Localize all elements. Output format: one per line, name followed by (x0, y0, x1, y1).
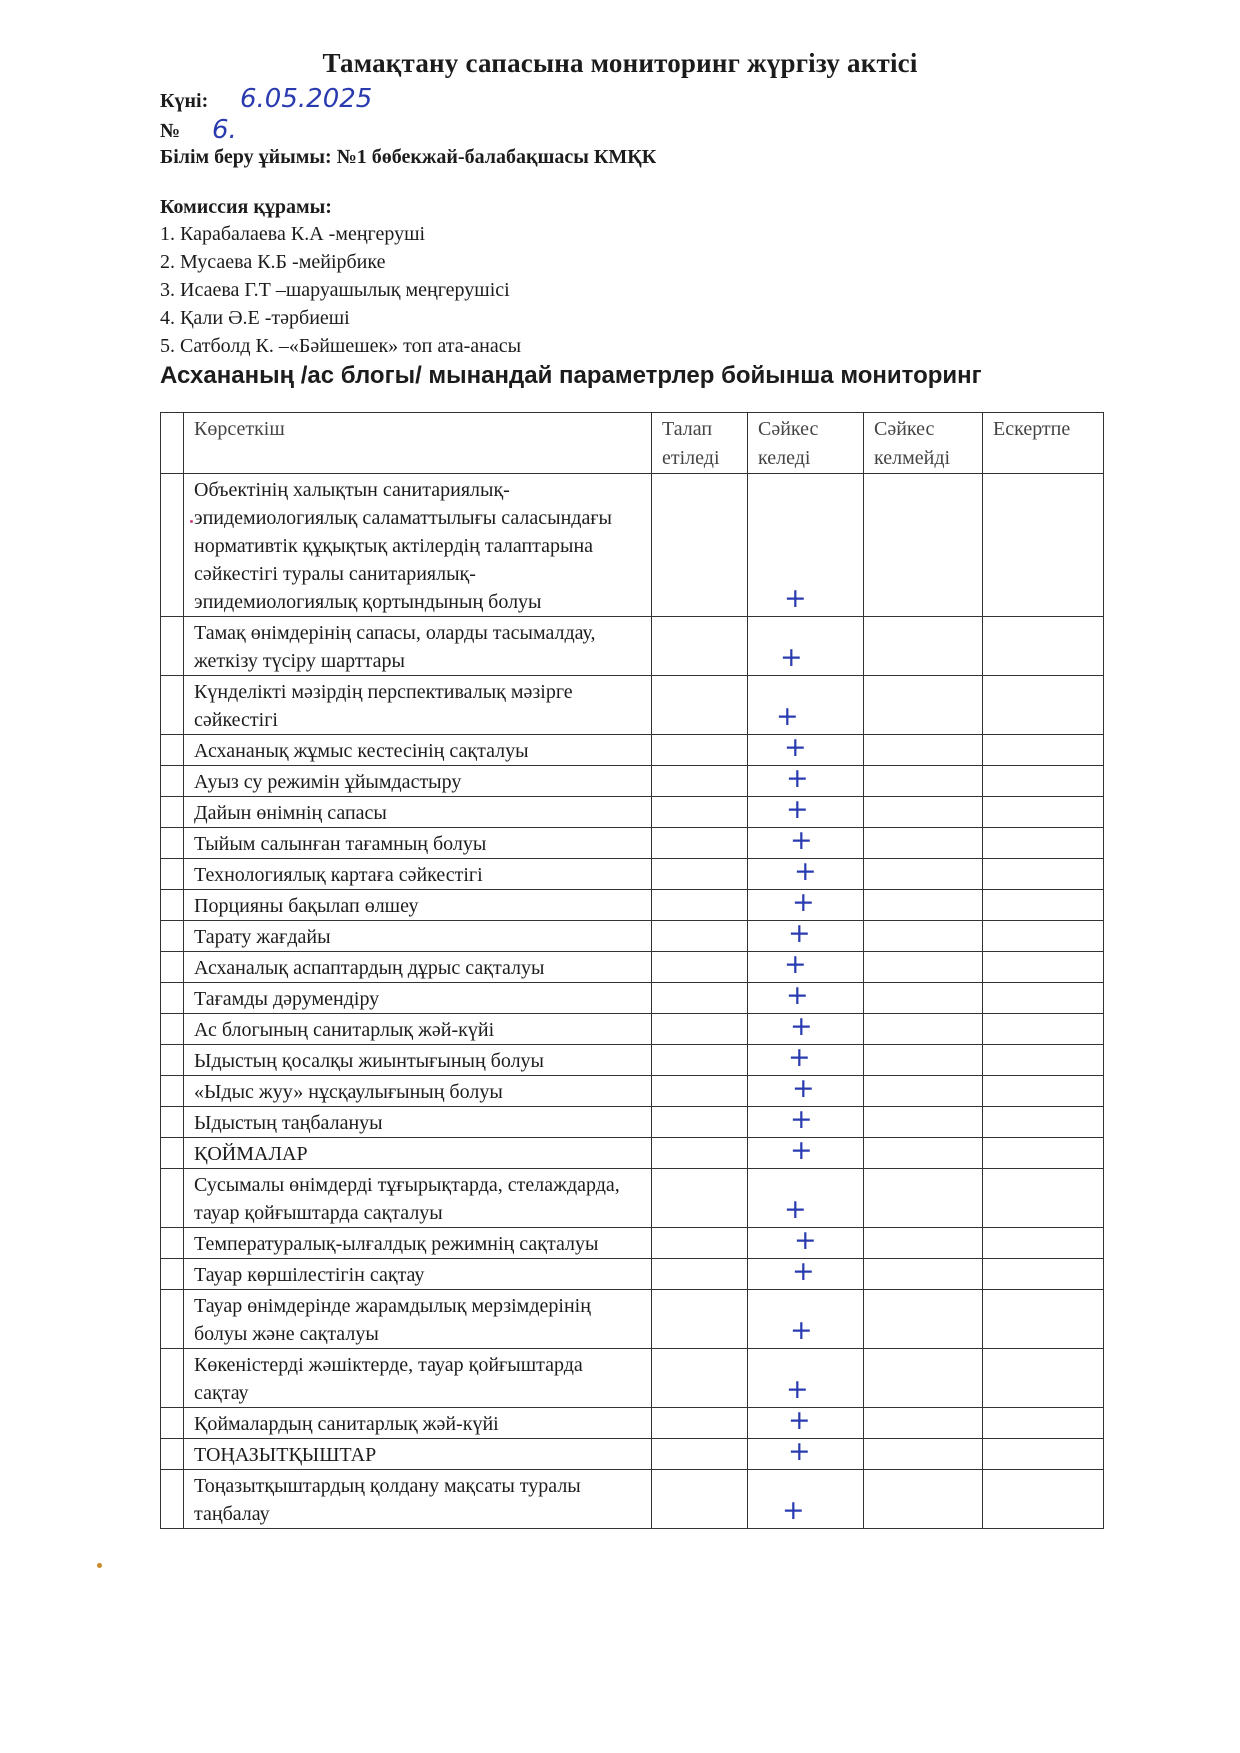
table-row (161, 828, 1104, 859)
note-cell (983, 1439, 1104, 1470)
commission-member: 5. Сатболд К. –«Бәйшешек» топ ата-анасы (160, 335, 522, 357)
note-cell (983, 1045, 1104, 1076)
note-cell (983, 1014, 1104, 1045)
complies-cell (748, 794, 864, 828)
complies-mark: + (786, 763, 809, 794)
note-cell (983, 1076, 1104, 1107)
not-complies-cell (864, 1349, 983, 1408)
indicator-cell: Тарату жағдайы (184, 921, 652, 952)
complies-mark: + (790, 825, 813, 856)
complies-mark: + (788, 918, 811, 949)
indicator-cell: Қоймалардың санитарлық жәй-күйі (184, 1408, 652, 1439)
not-complies-cell (864, 1228, 983, 1259)
row-index-cell (161, 983, 184, 1014)
document-title: Тамақтану сапасына мониторинг жүргізу актісі (322, 48, 918, 78)
required-cell (652, 1470, 748, 1529)
not-complies-cell (864, 797, 983, 828)
not-complies-cell (864, 828, 983, 859)
note-cell (983, 735, 1104, 766)
complies-mark: + (786, 794, 809, 825)
indicator-cell: Тауар көршілестігін сақтау (184, 1259, 652, 1290)
row-index-cell (161, 766, 184, 797)
required-cell (652, 1076, 748, 1107)
complies-mark: + (786, 1374, 809, 1405)
commission-member: 1. Карабалаева К.А -меңгеруші (160, 223, 426, 245)
row-index-cell (161, 921, 184, 952)
complies-mark: + (792, 1256, 815, 1287)
complies-mark: + (790, 1011, 813, 1042)
row-index-cell (161, 1439, 184, 1470)
row-index-cell (161, 1349, 184, 1408)
stray-dot (190, 520, 193, 523)
date-value: 6.05.2025 (240, 84, 373, 114)
indicator-cell: Күнделікті мәзірдің перспективалық мәзірге сәйкестігі (184, 676, 652, 735)
not-complies-cell (864, 952, 983, 983)
row-index-cell (161, 1045, 184, 1076)
indicator-cell: Тағамды дәрумендіру (184, 983, 652, 1014)
complies-cell (748, 980, 864, 1014)
table-header-row (161, 413, 1104, 474)
complies-cell (748, 1104, 864, 1138)
complies-cell (748, 1405, 864, 1439)
note-cell (983, 1470, 1104, 1529)
complies-cell (748, 949, 864, 983)
indicator-cell: Объектінің халықтын санитариялық-эпидемиологиялық саламаттылығы саласындағы нормативтік құқықтық актілердің талаптарына сәйкестігі туралы санитариялық- эпидемиологиялық қортындының болуы (184, 474, 652, 617)
complies-mark: + (776, 701, 799, 732)
required-cell (652, 1138, 748, 1169)
required-cell (652, 1349, 748, 1408)
not-complies-cell (864, 1014, 983, 1045)
required-cell (652, 474, 748, 617)
not-complies-cell (864, 983, 983, 1014)
table-row (161, 1349, 1104, 1408)
header-note: Ескертпе (983, 413, 1104, 474)
table-row (161, 859, 1104, 890)
required-cell (652, 617, 748, 676)
table-row (161, 1259, 1104, 1290)
complies-mark: + (780, 642, 803, 673)
complies-cell (748, 825, 864, 859)
row-index-cell (161, 1408, 184, 1439)
complies-mark: + (782, 1495, 805, 1526)
complies-cell (748, 1225, 864, 1259)
complies-mark: + (792, 1073, 815, 1104)
complies-cell (748, 1042, 864, 1076)
not-complies-cell (864, 1290, 983, 1349)
required-cell (652, 1045, 748, 1076)
number-label: № (160, 120, 181, 142)
complies-cell (748, 1256, 864, 1290)
complies-mark: + (784, 1194, 807, 1225)
row-index-cell (161, 1138, 184, 1169)
note-cell (983, 1290, 1104, 1349)
table-row (161, 1014, 1104, 1045)
note-cell (983, 676, 1104, 735)
row-index-cell (161, 1169, 184, 1228)
table-row (161, 474, 1104, 617)
table-row (161, 1138, 1104, 1169)
complies-mark: + (790, 1315, 813, 1346)
organization-line: Білім беру ұйымы: №1 бөбекжай-балабақшасы КМҚК (160, 146, 657, 168)
complies-cell (748, 856, 864, 890)
required-cell (652, 828, 748, 859)
not-complies-cell (864, 1138, 983, 1169)
not-complies-cell (864, 735, 983, 766)
header-complies: Сәйкес келеді (748, 413, 864, 474)
required-cell (652, 676, 748, 735)
row-index-cell (161, 890, 184, 921)
complies-mark: + (790, 1104, 813, 1135)
required-cell (652, 921, 748, 952)
row-index-cell (161, 797, 184, 828)
table-row (161, 890, 1104, 921)
table-row (161, 735, 1104, 766)
not-complies-cell (864, 1408, 983, 1439)
complies-cell (748, 1169, 864, 1228)
row-index-cell (161, 1470, 184, 1529)
complies-mark: + (790, 1135, 813, 1166)
indicator-cell: Тауар өнімдерінде жарамдылық мерзімдерінің болуы және сақталуы (184, 1290, 652, 1349)
required-cell (652, 735, 748, 766)
complies-mark: + (794, 1225, 817, 1256)
table-row (161, 766, 1104, 797)
complies-mark: + (784, 583, 807, 614)
table-row (161, 1169, 1104, 1228)
note-cell (983, 890, 1104, 921)
required-cell (652, 766, 748, 797)
complies-cell (748, 732, 864, 766)
not-complies-cell (864, 1259, 983, 1290)
indicator-cell: Көкеністерді жәшіктерде, тауар қойғыштарда сақтау (184, 1349, 652, 1408)
required-cell (652, 859, 748, 890)
indicator-cell: Порцияны бақылап өлшеу (184, 890, 652, 921)
complies-mark: + (788, 1436, 811, 1467)
complies-mark: + (794, 856, 817, 887)
note-cell (983, 766, 1104, 797)
note-cell (983, 1349, 1104, 1408)
header-not-complies: Сәйкес келмейді (864, 413, 983, 474)
row-index-cell (161, 859, 184, 890)
complies-cell (748, 918, 864, 952)
row-index-cell (161, 1228, 184, 1259)
indicator-cell: Ыдыстың қосалқы жиынтығының болуы (184, 1045, 652, 1076)
indicator-cell: Ауыз су режимін ұйымдастыру (184, 766, 652, 797)
row-index-cell (161, 1076, 184, 1107)
indicator-cell: Асхананық жұмыс кестесінің сақталуы (184, 735, 652, 766)
header-index (161, 413, 184, 474)
required-cell (652, 1169, 748, 1228)
number-value: 6. (212, 115, 237, 145)
table-row (161, 1408, 1104, 1439)
note-cell (983, 1138, 1104, 1169)
required-cell (652, 1408, 748, 1439)
note-cell (983, 921, 1104, 952)
not-complies-cell (864, 676, 983, 735)
not-complies-cell (864, 1470, 983, 1529)
table-row (161, 1045, 1104, 1076)
note-cell (983, 617, 1104, 676)
note-cell (983, 952, 1104, 983)
not-complies-cell (864, 859, 983, 890)
table-row (161, 1228, 1104, 1259)
row-index-cell (161, 676, 184, 735)
not-complies-cell (864, 1169, 983, 1228)
note-cell (983, 1169, 1104, 1228)
stray-dot (97, 1563, 102, 1568)
note-cell (983, 797, 1104, 828)
table-row (161, 1107, 1104, 1138)
not-complies-cell (864, 890, 983, 921)
commission-title: Комиссия құрамы: (160, 196, 332, 218)
indicator-cell: ТОҢАЗЫТҚЫШТАР (184, 1439, 652, 1470)
indicator-cell: Тоңазытқыштардың қолдану мақсаты туралы таңбалау (184, 1470, 652, 1529)
required-cell (652, 1107, 748, 1138)
table-row (161, 1470, 1104, 1529)
table-row (161, 952, 1104, 983)
row-index-cell (161, 828, 184, 859)
note-cell (983, 1259, 1104, 1290)
row-index-cell (161, 1259, 184, 1290)
complies-cell (748, 1290, 864, 1349)
required-cell (652, 983, 748, 1014)
note-cell (983, 1408, 1104, 1439)
row-index-cell (161, 474, 184, 617)
complies-mark: + (784, 949, 807, 980)
row-index-cell (161, 1107, 184, 1138)
complies-mark: + (792, 887, 815, 918)
complies-cell (748, 676, 864, 735)
indicator-cell: Ыдыстың таңбалануы (184, 1107, 652, 1138)
note-cell (983, 983, 1104, 1014)
row-index-cell (161, 735, 184, 766)
row-index-cell (161, 1014, 184, 1045)
required-cell (652, 1259, 748, 1290)
complies-cell (748, 1349, 864, 1408)
required-cell (652, 797, 748, 828)
indicator-cell: Асханалық аспаптардың дұрыс сақталуы (184, 952, 652, 983)
required-cell (652, 890, 748, 921)
date-label: Күні: (160, 90, 209, 112)
indicator-cell: Температуралық-ылғалдық режимнің сақталуы (184, 1228, 652, 1259)
required-cell (652, 1290, 748, 1349)
not-complies-cell (864, 1439, 983, 1470)
complies-cell (748, 1011, 864, 1045)
complies-mark: + (786, 980, 809, 1011)
table-row (161, 983, 1104, 1014)
indicator-cell: Ас блогының санитарлық жәй-күйі (184, 1014, 652, 1045)
complies-cell (748, 763, 864, 797)
note-cell (983, 1107, 1104, 1138)
table-row (161, 1076, 1104, 1107)
not-complies-cell (864, 921, 983, 952)
complies-mark: + (784, 732, 807, 763)
required-cell (652, 952, 748, 983)
complies-cell (748, 617, 864, 676)
complies-cell (748, 1470, 864, 1529)
complies-cell (748, 887, 864, 921)
table-row (161, 676, 1104, 735)
complies-cell (748, 1073, 864, 1107)
note-cell (983, 828, 1104, 859)
note-cell (983, 474, 1104, 617)
table-row (161, 1290, 1104, 1349)
not-complies-cell (864, 1107, 983, 1138)
complies-cell (748, 1436, 864, 1470)
table-row (161, 1439, 1104, 1470)
table-row (161, 921, 1104, 952)
commission-member: 3. Исаева Г.Т –шаруашылық меңгерушісі (160, 279, 510, 301)
header-indicator: Көрсеткіш (184, 413, 652, 474)
not-complies-cell (864, 1045, 983, 1076)
row-index-cell (161, 617, 184, 676)
complies-mark: + (788, 1405, 811, 1436)
section-subtitle: Асхананың /ас блогы/ мынандай параметрлер бойынша мониторинг (160, 362, 982, 389)
required-cell (652, 1439, 748, 1470)
indicator-cell: Тыйым салынған тағамның болуы (184, 828, 652, 859)
row-index-cell (161, 1290, 184, 1349)
header-required: Талап етіледі (652, 413, 748, 474)
complies-cell (748, 1135, 864, 1169)
monitoring-table (160, 412, 1104, 1529)
indicator-cell: Сусымалы өнімдерді тұғырықтарда, стелаждарда, тауар қойғыштарда сақталуы (184, 1169, 652, 1228)
not-complies-cell (864, 474, 983, 617)
not-complies-cell (864, 617, 983, 676)
indicator-cell: Технологиялық картаға сәйкестігі (184, 859, 652, 890)
commission-member: 2. Мусаева К.Б -мейірбике (160, 251, 386, 273)
row-index-cell (161, 952, 184, 983)
table-row (161, 617, 1104, 676)
required-cell (652, 1228, 748, 1259)
indicator-cell: Дайын өнімнің сапасы (184, 797, 652, 828)
required-cell (652, 1014, 748, 1045)
note-cell (983, 859, 1104, 890)
note-cell (983, 1228, 1104, 1259)
indicator-cell: ҚОЙМАЛАР (184, 1138, 652, 1169)
indicator-cell: Тамақ өнімдерінің сапасы, оларды тасымалдау, жеткізу түсіру шарттары (184, 617, 652, 676)
not-complies-cell (864, 1076, 983, 1107)
not-complies-cell (864, 766, 983, 797)
table-row (161, 797, 1104, 828)
indicator-cell: «Ыдыс жуу» нұсқаулығының болуы (184, 1076, 652, 1107)
complies-mark: + (788, 1042, 811, 1073)
complies-cell (748, 474, 864, 617)
commission-member: 4. Қали Ә.Е -тәрбиеші (160, 307, 350, 329)
